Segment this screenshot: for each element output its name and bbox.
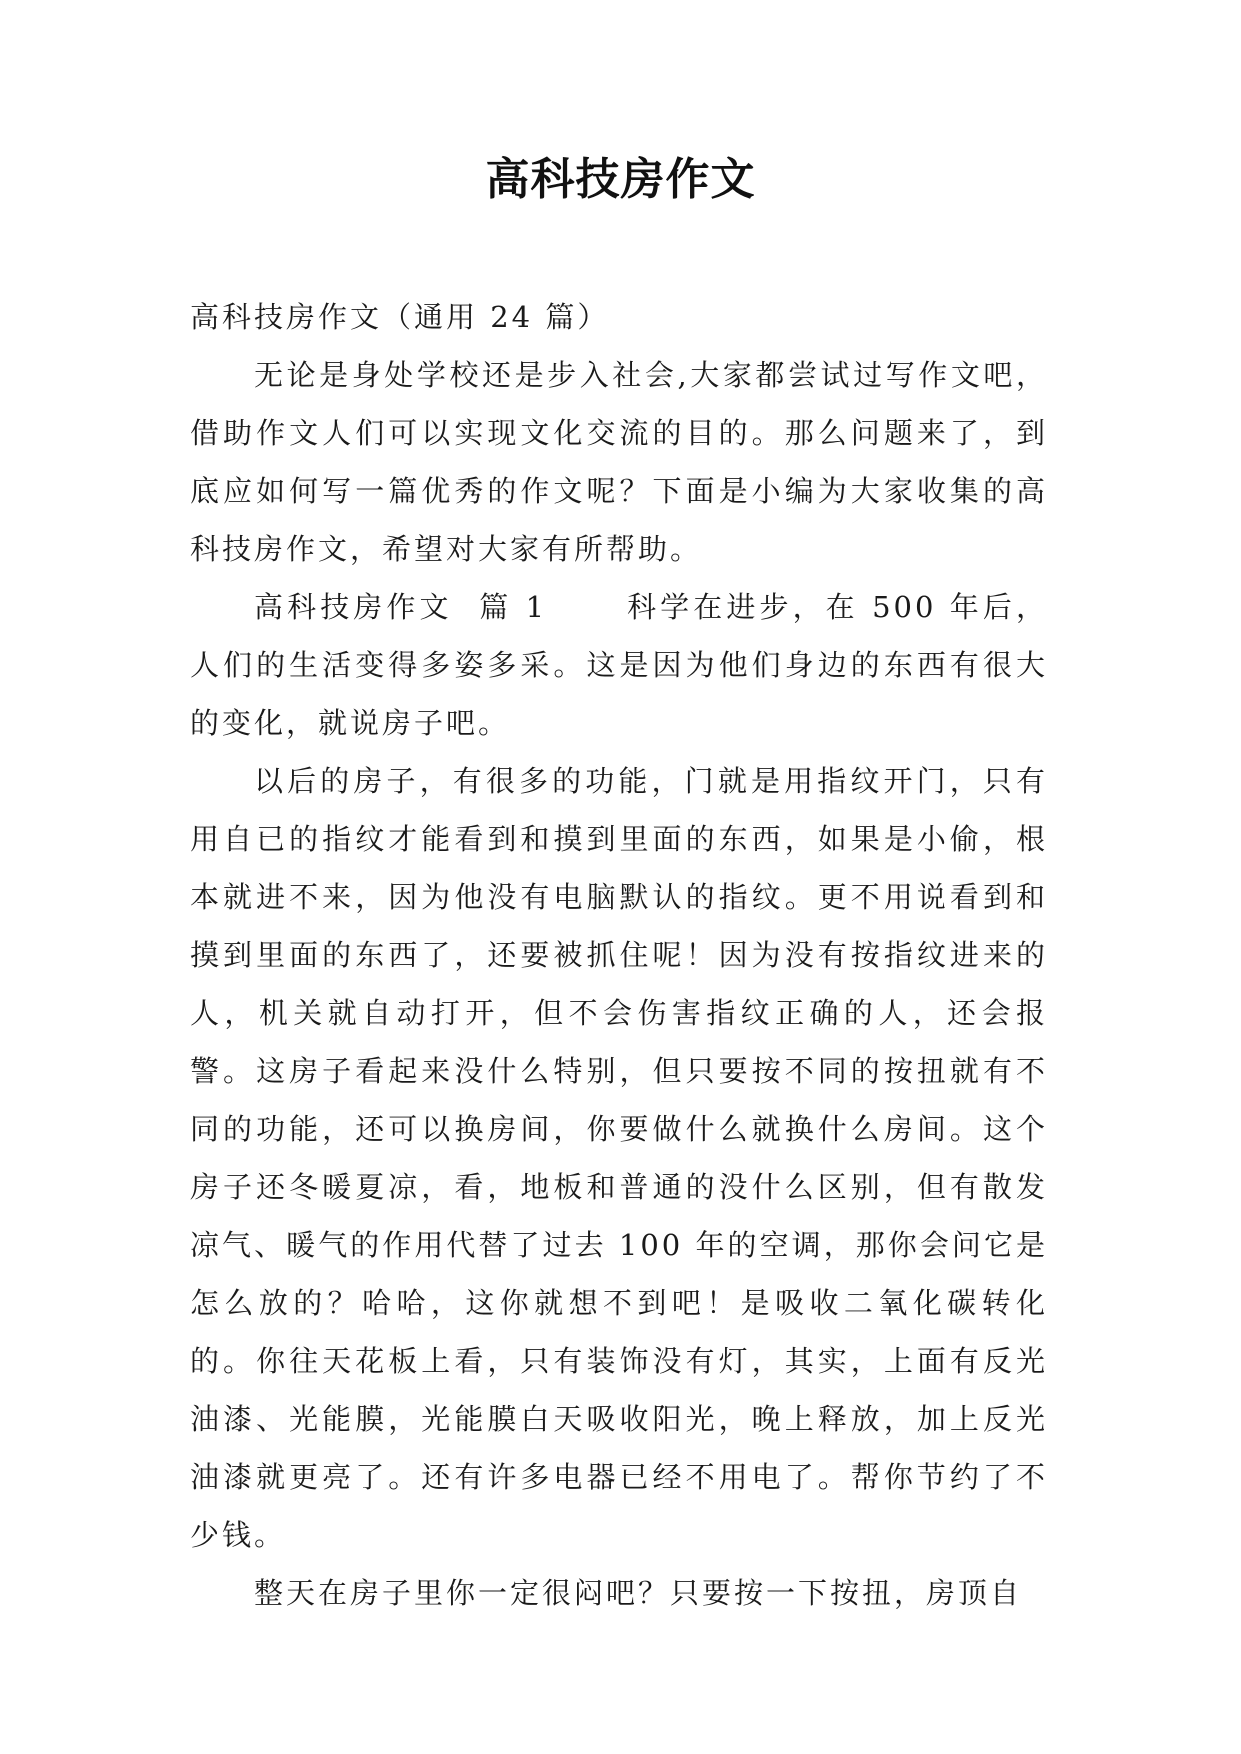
paragraph-essay-1-continued: 整天在房子里你一定很闷吧？只要按一下按扭，房顶自 xyxy=(254,1576,1023,1610)
paragraph-intro: 无论是身处学校还是步入社会,大家都尝试过写作文吧，借助作文人们可以实现文化交流的目的。那么问题来了，到底应如何写一篇优秀的作文呢？下面是小编为大家收集的高科技房作文，希望对大家有所帮助。 xyxy=(190,358,1048,566)
document-body xyxy=(190,288,1048,1622)
paragraph-essay-1-body: 以后的房子，有很多的功能，门就是用指纹开门，只有用自已的指纹才能看到和摸到里面的东西，如果是小偷，根本就进不来，因为他没有电脑默认的指纹。更不用说看到和摸到里面的东西了，还要被抓住呢！因为没有按指纹进来的人，机关就自动打开，但不会伤害指纹正确的人，还会报警。这房子看起来没什么特别，但只要按不同的按扭就有不同的功能，还可以换房间，你要做什么就换什么房间。这个房子还冬暖夏凉，看，地板和普通的没什么区别，但有散发凉气、暖气的作用代替了过去 100 年的空调，那你会问它是怎么放的？哈哈，这你就想不到吧！是吸收二氧化碳转化的。你往天花板上看，只有装饰没有灯，其实，上面有反光油漆、光能膜，光能膜白天吸收阳光，晚上释放，加上反光油漆就更亮了。还有许多电器已经不用电了。帮你节约了不少钱。 xyxy=(190,764,1048,1552)
paragraph-essay-1-opening: 高科技房作文 篇 1 科学在进步，在 500 年后，人们的生活变得多姿多采。这是因为他们身边的东西有很大的变化，就说房子吧。 xyxy=(190,590,1048,740)
document-title: 高科技房作文 xyxy=(485,154,756,205)
document-subtitle: 高科技房作文（通用 24 篇） xyxy=(190,300,610,334)
